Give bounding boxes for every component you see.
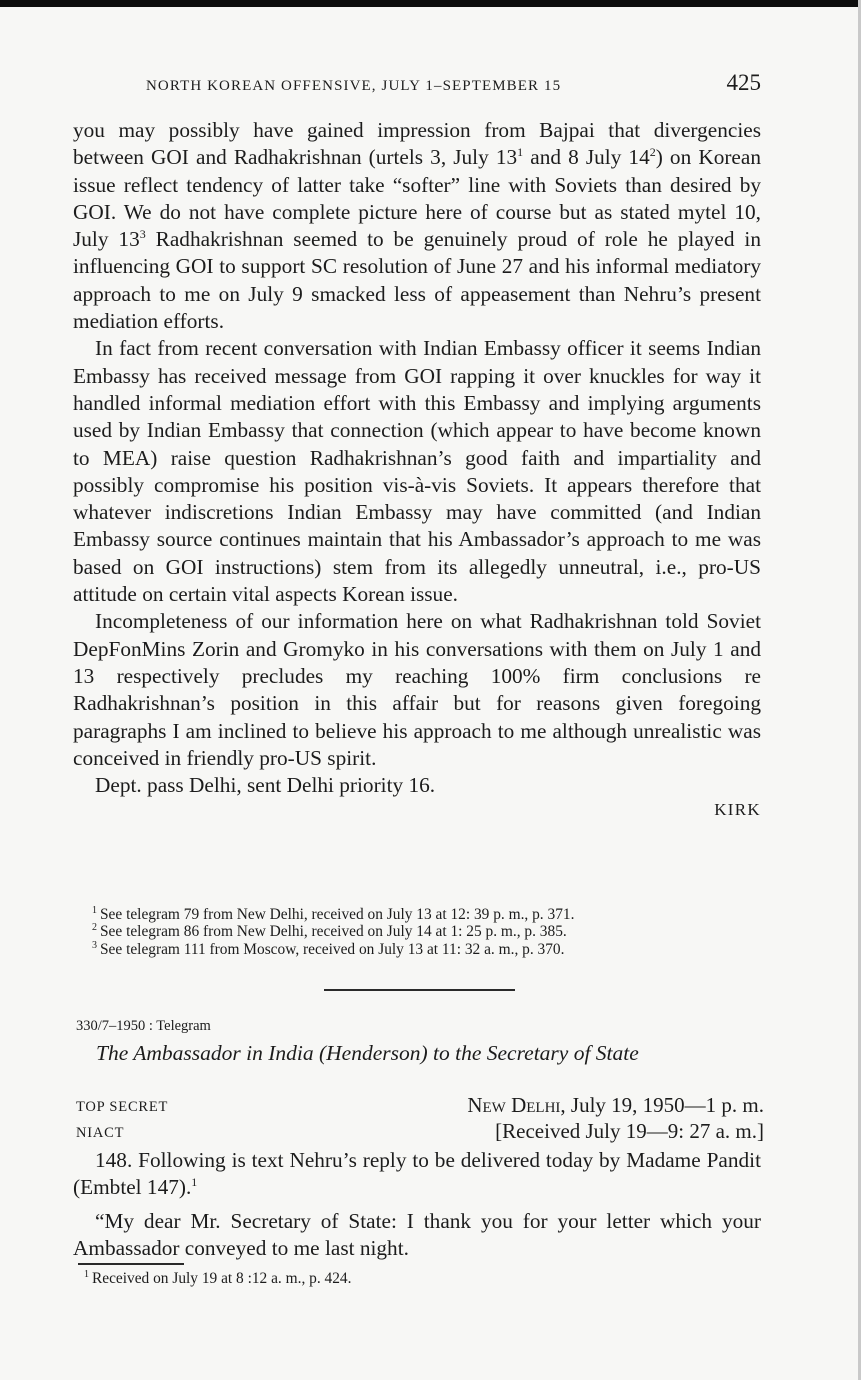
section-separator: [324, 989, 515, 991]
paragraph: “My dear Mr. Secretary of State: I thank you for your letter which your Ambassador conveyed to me last night.: [73, 1208, 761, 1260]
telegram-two-body: [73, 1147, 761, 1262]
paragraph: In fact from recent conversation with Indian Embassy officer it seems Indian Embassy has received message from GOI rapping it over knuckles for way it handled informal mediation effort with this Embassy and implying arguments used by Indian Embassy that connection (which appear to have become known to MEA) raise question Radhakrishnan’s good faith and impartiality and possibly compromise his position vis-à-vis Soviets. It appears therefore that whatever indiscretions Indian Embassy may have committed (and Indian Embassy source continues maintain that his Ambassador’s approach to me was based on GOI instructions) stem from its allegedly unneutral, i.e., pro-US attitude on certain vital aspects Korean issue.: [73, 336, 761, 607]
meta-row-received: [76, 1118, 764, 1144]
paragraph: 148. Following is text Nehru’s reply to be delivered today by Madame Pandit (Embtel 147).$^1$: [73, 1148, 761, 1200]
footnote: $^2$ See telegram 86 from New Delhi, received on July 14 at 1: 25 p. m., p. 385.: [92, 922, 567, 941]
telegram-body: [73, 117, 761, 820]
received-line: [Received July 19—9: 27 a. m.]: [495, 1119, 764, 1143]
signature: KIRK: [714, 800, 761, 820]
priority-label: NIACT: [76, 1125, 125, 1141]
page-header: [146, 70, 761, 96]
scan-top-border: [0, 0, 861, 7]
page-number: 425: [726, 70, 761, 95]
footnote-ref: 1: [191, 1175, 198, 1190]
classification-label: TOP SECRET: [76, 1099, 169, 1115]
paragraph: Incompleteness of our information here on what Radhakrishnan told Soviet DepFonMins Zorin and Gromyko in his conversations with them on July 1 and 13 respectively precludes my reaching 100% firm conclusions re Radhakrishnan’s position in this affair but for reasons given foregoing paragraphs I am inclined to believe his approach to me although unrealistic was conceived in friendly pro-US spirit.: [73, 609, 761, 770]
paragraph: Dept. pass Delhi, sent Delhi priority 16.: [95, 773, 436, 798]
file-reference: 330/7–1950 : Telegram: [76, 1018, 211, 1034]
footnote-ref: 3: [139, 227, 146, 242]
footnotes: [92, 906, 752, 958]
running-head: NORTH KOREAN OFFENSIVE, JULY 1–SEPTEMBER 15: [146, 78, 562, 94]
dateline: New Delhi, July 19, 1950—1 p. m.: [467, 1093, 764, 1117]
meta-row-sent: [76, 1092, 764, 1118]
footnote: $^3$ See telegram 111 from Moscow, received on July 13 at 11: 32 a. m., p. 370.: [92, 939, 565, 958]
footnote-ref: 1: [517, 145, 524, 160]
footnote-ref: 2: [649, 145, 656, 160]
footnote: $^1$ See telegram 79 from New Delhi, received on July 13 at 12: 39 p. m., p. 371.: [92, 904, 575, 923]
footnote: $^1$ Received on July 19 at 8 :12 a. m., p. 424.: [84, 1268, 352, 1287]
footnote-rule: [78, 1263, 184, 1265]
paragraph-continuation: you may possibly have gained impression from Bajpai that divergencies between GOI and Radhakrishnan (urtels 3, July $13^1$ and 8 July $14^2$) on Korean issue reflect tendency of latter take “softer” line with Soviets than desired by GOI. We do not have complete picture here of course but as stated mytel 10, July $13^3$ Radhakrishnan seemed to be genuinely proud of role he played in influencing GOI to support SC resolution of June 27 and his informal mediatory approach to me on July 9 smacked less of appeasement than Nehru’s present mediation efforts.: [73, 118, 762, 334]
document-title: The Ambassador in India (Henderson) to the Secretary of State: [96, 1041, 639, 1065]
